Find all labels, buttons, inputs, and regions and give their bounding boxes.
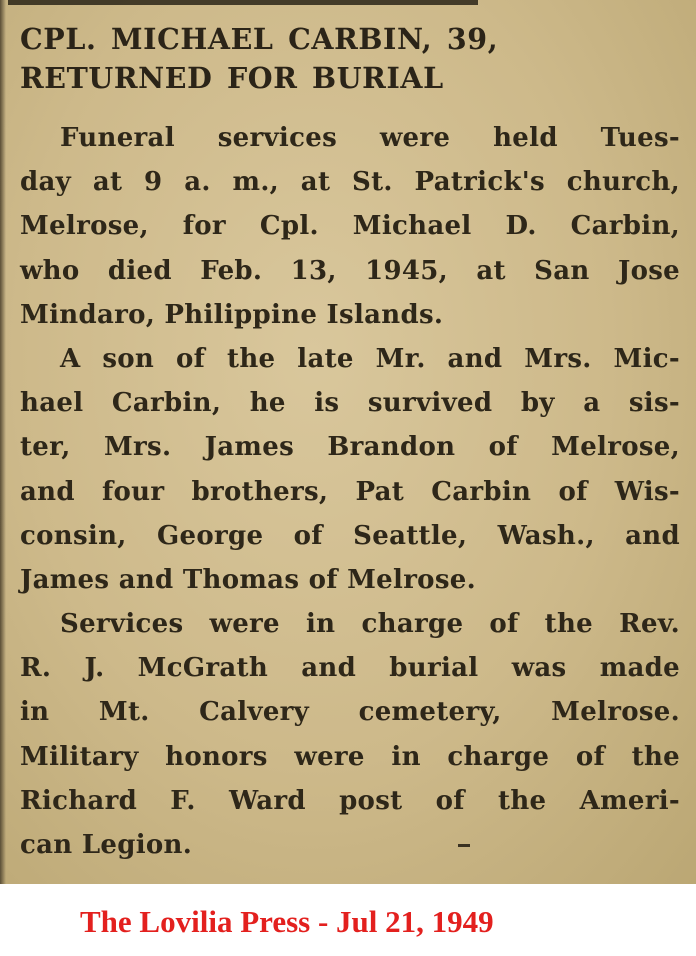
paragraph-line: Richard F. Ward post of the Ameri- xyxy=(20,785,680,816)
source-caption: The Lovilia Press - Jul 21, 1949 xyxy=(80,904,494,939)
paragraph-line: ter, Mrs. James Brandon of Melrose, xyxy=(20,432,680,463)
paragraph-line: R. J. McGrath and burial was made xyxy=(20,653,680,684)
headline-line-2: RETURNED FOR BURIAL xyxy=(20,61,444,95)
paragraph-line: A son of the late Mr. and Mrs. Mic- xyxy=(60,343,680,374)
paragraph-line: day at 9 a. m., at St. Patrick's church, xyxy=(20,167,680,198)
paragraph-line: hael Carbin, he is survived by a sis- xyxy=(20,388,680,419)
headline-line-1: CPL. MICHAEL CARBIN, 39, xyxy=(20,22,499,56)
column-top-rule xyxy=(8,0,478,5)
article-body xyxy=(20,116,680,867)
paragraph-line: in Mt. Calvery cemetery, Melrose. xyxy=(20,697,680,728)
paragraph-funeral-services xyxy=(20,116,680,337)
paragraph-survivors xyxy=(20,337,680,602)
paragraph-burial xyxy=(20,602,680,867)
paragraph-line: who died Feb. 13, 1945, at San Jose xyxy=(20,255,680,286)
paragraph-line: consin, George of Seattle, Wash., and xyxy=(20,520,680,551)
headline xyxy=(20,20,680,98)
paragraph-line: Funeral services were held Tues- xyxy=(60,123,680,153)
paragraph-line: Melrose, for Cpl. Michael D. Carbin, xyxy=(20,211,680,242)
print-speck xyxy=(458,844,470,847)
paragraph-line: and four brothers, Pat Carbin of Wis- xyxy=(20,476,680,507)
paragraph-line: Services were in charge of the Rev. xyxy=(60,609,680,640)
paragraph-line: can Legion. xyxy=(20,830,193,860)
paragraph-line: James and Thomas of Melrose. xyxy=(20,564,476,595)
paragraph-line: Military honors were in charge of the xyxy=(20,741,680,772)
paragraph-line: Mindaro, Philippine Islands. xyxy=(20,299,444,330)
column-left-edge xyxy=(0,0,6,884)
